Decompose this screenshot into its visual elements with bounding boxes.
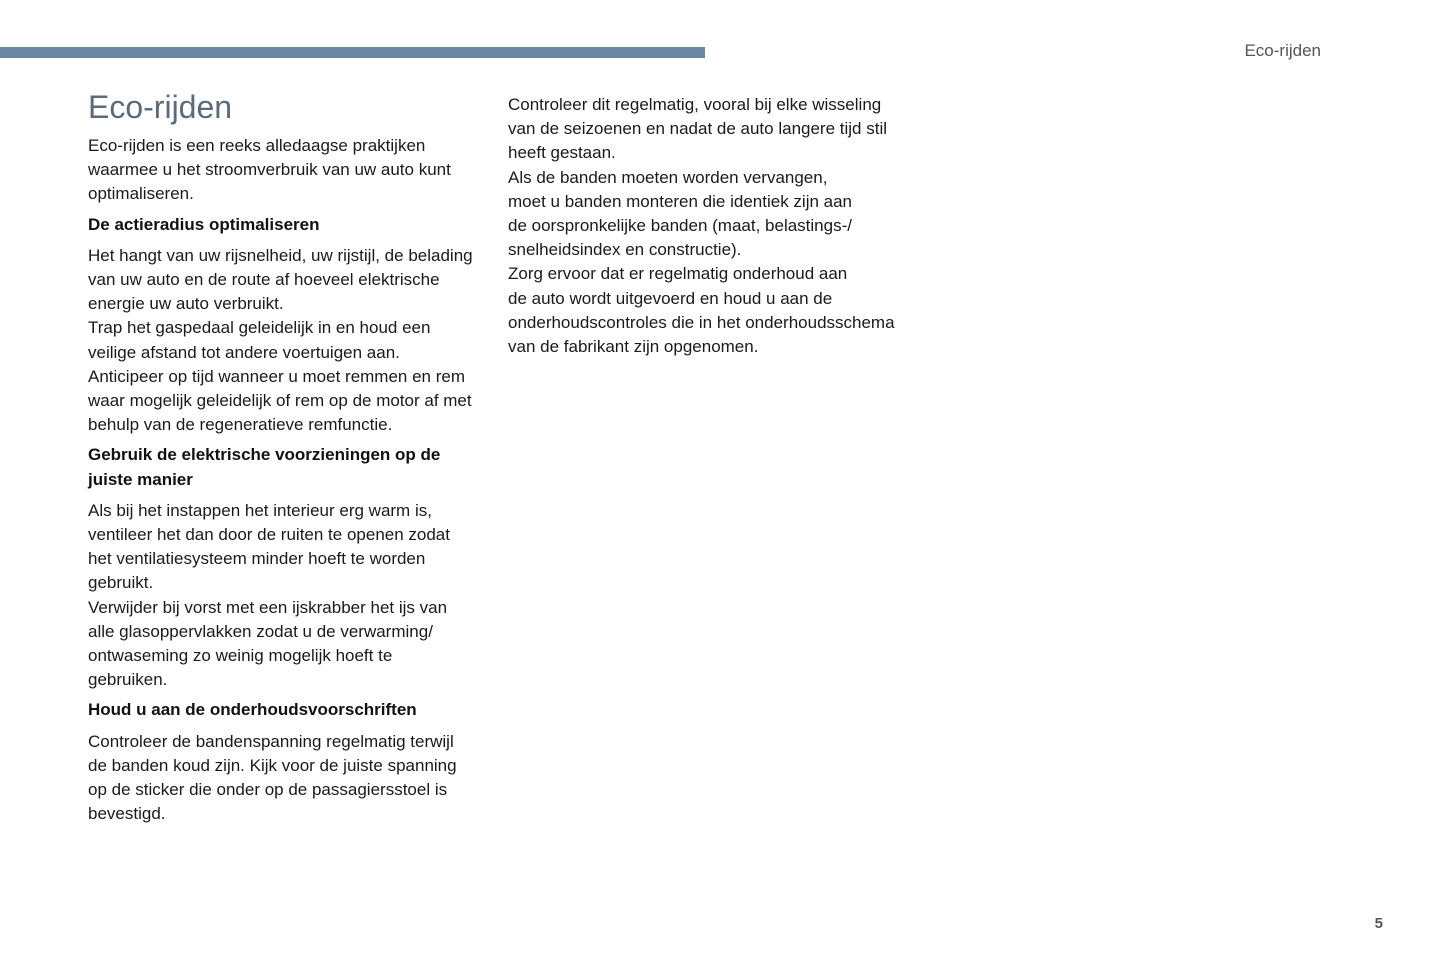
header-bar [0, 47, 705, 58]
text-line: Trap het gaspedaal geleidelijk in en houd een [88, 318, 431, 338]
heading-line: Houd u aan de onderhoudsvoorschriften [88, 700, 417, 720]
text-line: Controleer dit regelmatig, vooral bij elke wisseling [508, 95, 882, 114]
section-heading-onderhoud [88, 698, 488, 722]
text-line: veilige afstand tot andere voertuigen aan. [88, 342, 400, 362]
text-line: heeft gestaan. [508, 143, 616, 163]
section-header-label: Eco-rijden [1244, 41, 1321, 60]
text-line: moet u banden monteren die identiek zijn aan [508, 191, 853, 211]
page-number: 5 [1374, 915, 1383, 932]
text-line: Het hangt van uw rijsnelheid, uw rijstijl, de belading [88, 245, 473, 265]
text-line: energie uw auto verbruikt. [88, 294, 284, 314]
continued-paragraph [508, 93, 908, 359]
text-line: de auto wordt uitgevoerd en houd u aan de [508, 288, 833, 308]
heading-line: juiste manier [88, 469, 193, 489]
text-line: Verwijder bij vorst met een ijskrabber het ijs van [88, 597, 448, 617]
text-line: de banden koud zijn. Kijk voor de juiste spanning [88, 755, 457, 775]
right-column [508, 93, 908, 359]
heading-line: De actieradius optimaliseren [88, 214, 320, 234]
text-line: optimaliseren. [88, 184, 194, 204]
text-line: ventileer het dan door de ruiten te openen zodat [88, 525, 450, 545]
text-line: ontwaseming zo weinig mogelijk hoeft te [88, 646, 393, 666]
text-line: snelheidsindex en constructie). [508, 240, 742, 260]
text-line: Eco-rijden is een reeks alledaagse praktijken [88, 136, 426, 155]
text-line: Als de banden moeten worden vervangen, [508, 167, 828, 187]
text-line: op de sticker die onder op de passagiersstoel is [88, 780, 448, 800]
text-line: waar mogelijk geleidelijk of rem op de motor af met [88, 391, 472, 411]
section-heading-elektrische-voorzieningen [88, 443, 488, 491]
text-line: de oorspronkelijke banden (maat, belastings-/ [508, 216, 852, 236]
intro-paragraph [88, 134, 488, 207]
text-line: het ventilatiesysteem minder hoeft te worden [88, 549, 426, 569]
section-body-actieradius [88, 244, 488, 438]
text-line: gebruikt. [88, 573, 154, 593]
text-line: behulp van de regeneratieve remfunctie. [88, 415, 393, 435]
section-body-onderhoud [88, 730, 488, 827]
left-column [88, 86, 488, 826]
text-line: van de fabrikant zijn opgenomen. [508, 337, 759, 357]
text-line: Zorg ervoor dat er regelmatig onderhoud aan [508, 264, 848, 284]
text-line: Controleer de bandenspanning regelmatig terwijl [88, 731, 454, 751]
text-line: Als bij het instappen het interieur erg warm is, [88, 500, 432, 520]
text-line: van uw auto en de route af hoeveel elektrische [88, 270, 440, 290]
page-title: Eco-rijden [88, 89, 233, 125]
text-line: alle glasoppervlakken zodat u de verwarming/ [88, 621, 433, 641]
text-line: waarmee u het stroomverbruik van uw auto kunt [88, 160, 451, 180]
text-line: onderhoudscontroles die in het onderhoudsschema [508, 312, 895, 332]
text-line: bevestigd. [88, 804, 166, 824]
text-line: gebruiken. [88, 670, 168, 690]
section-body-elektrische-voorzieningen [88, 499, 488, 693]
heading-line: Gebruik de elektrische voorzieningen op de [88, 445, 441, 465]
text-line: Anticipeer op tijd wanneer u moet remmen en rem [88, 366, 466, 386]
section-heading-actieradius [88, 213, 488, 237]
text-line: van de seizoenen en nadat de auto langere tijd stil [508, 119, 887, 139]
